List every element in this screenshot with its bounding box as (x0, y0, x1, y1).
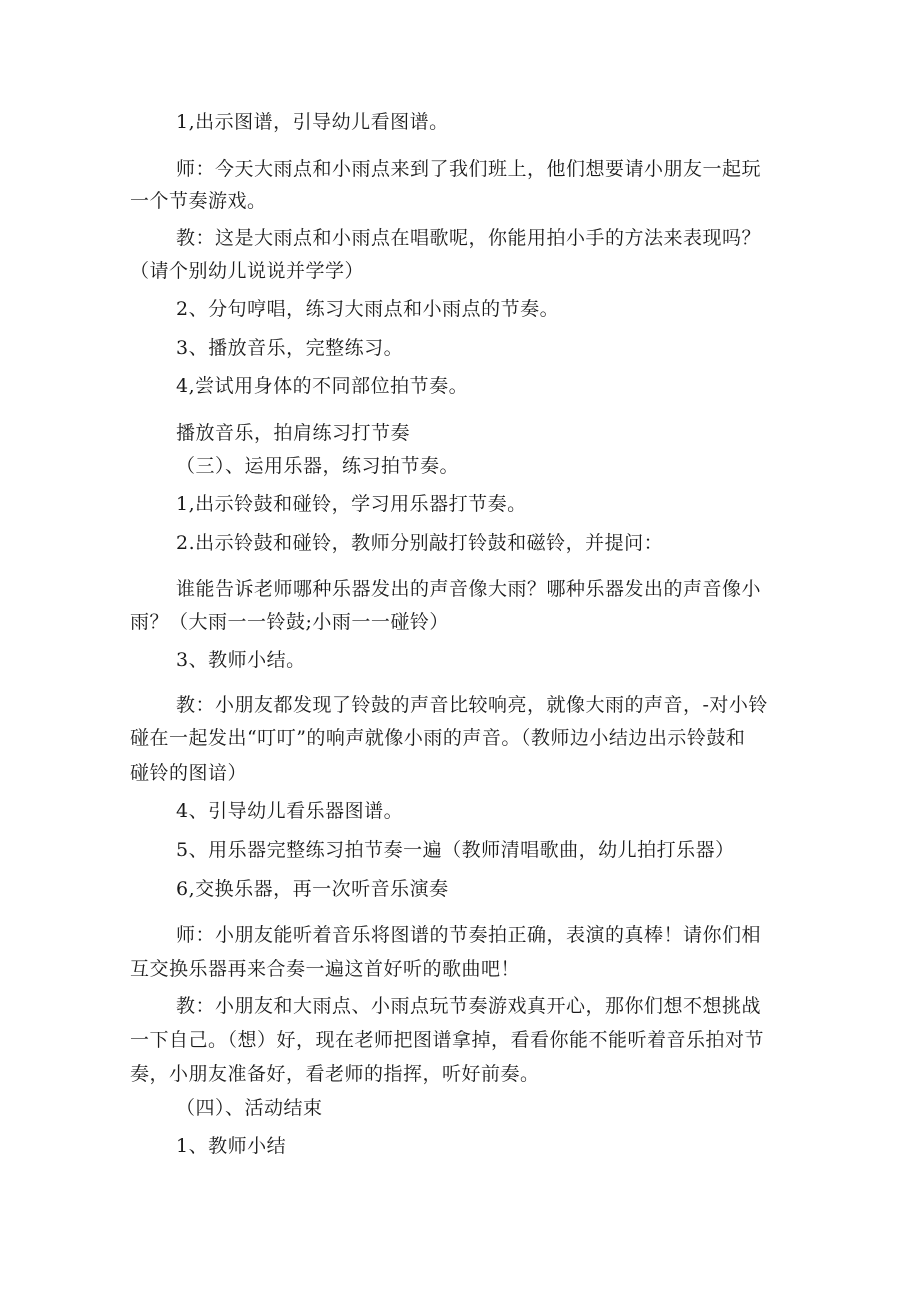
paragraph-final-summary: 1、教师小结 (176, 1135, 287, 1157)
paragraph-step-4-chart: 4、引导幼儿看乐器图谱。 (176, 800, 404, 822)
paragraph-teach-clap-line2: （请个别幼儿说说并学学） (130, 260, 365, 282)
paragraph-challenge-line2: 一下自己。（想）好，现在老师把图谱拿掉，看看你能不能听着音乐拍对节 (130, 1029, 765, 1051)
paragraph-play-music: 播放音乐，拍肩练习打节奏 (176, 422, 411, 444)
paragraph-instruments-2: 2.出示铃鼓和碰铃，教师分别敲打铃鼓和磁铃，并提问： (176, 532, 664, 554)
paragraph-question-line2: 雨？（大雨一一铃鼓;小雨一一碰铃） (130, 611, 449, 633)
paragraph-challenge-line3: 奏，小朋友准备好，看老师的指挥，听好前奏。 (130, 1063, 540, 1085)
paragraph-step-3-summary: 3、教师小结。 (176, 649, 306, 671)
paragraph-praise-line2: 互交换乐器再来合奏一遍这首好听的歌曲吧！ (130, 958, 521, 980)
paragraph-praise-line1: 师：小朋友能听着音乐将图谱的节奏拍正确，表演的真棒！请你们相 (176, 924, 762, 946)
paragraph-summary-line1: 教：小朋友都发现了铃鼓的声音比较响亮，就像大雨的声音，-对小铃 (176, 694, 768, 716)
paragraph-step-3: 3、播放音乐，完整练习。 (176, 337, 404, 359)
paragraph-summary-line2: 碰在一起发出“叮叮”的响声就像小雨的声音。（教师边小结边出示铃鼓和 (130, 727, 746, 749)
paragraph-teacher-intro-line1: 师：今天大雨点和小雨点来到了我们班上，他们想要请小朋友一起玩 (176, 158, 762, 180)
paragraph-question-line1: 谁能告诉老师哪种乐器发出的声音像大雨？哪种乐器发出的声音像小 (176, 578, 762, 600)
paragraph-step-5: 5、用乐器完整练习拍节奏一遍（教师清唱歌曲，幼儿拍打乐器） (176, 839, 735, 861)
paragraph-teacher-intro-line2: 一个节奏游戏。 (130, 190, 267, 212)
section-heading-four: （四）、活动结束 (176, 1097, 323, 1119)
paragraph-summary-line3: 碰铃的图谙） (130, 762, 248, 784)
paragraph-teach-clap-line1: 教：这是大雨点和小雨点在唱歌呢，你能用拍小手的方法来表现吗？ (176, 227, 762, 249)
paragraph-step-6: 6,交换乐器，再一次听音乐演奏 (176, 878, 449, 900)
section-heading-three: （三）、运用乐器，练习拍节奏。 (176, 455, 460, 477)
paragraph-challenge-line1: 教：小朋友和大雨点、小雨点玩节奏游戏真开心，那你们想不想挑战 (176, 995, 762, 1017)
paragraph-instruments-1: 1,出示铃鼓和碰铃，学习用乐器打节奏。 (176, 493, 527, 515)
paragraph-show-chart: 1,出示图谱，引导幼儿看图谱。 (176, 111, 449, 133)
paragraph-step-4: 4,尝试用身体的不同部位拍节奏。 (176, 375, 469, 397)
paragraph-step-2: 2、分句哼唱，练习大雨点和小雨点的节奏。 (176, 298, 560, 320)
